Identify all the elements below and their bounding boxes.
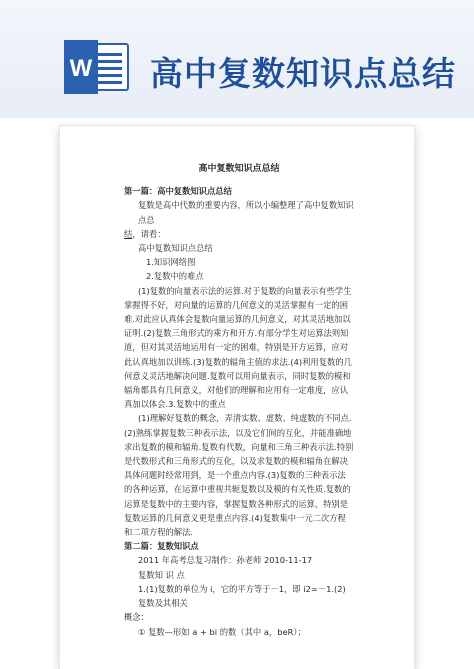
knowledge-points-title: 复数知 识 点 <box>138 569 185 580</box>
kp-line-1: 1.(1)复数的单位为 i，它的平方等于－1，即 i2=－1.(2)复数及其相关 <box>138 583 346 609</box>
word-logo-letter: W <box>69 55 93 82</box>
meta-line: 2011 年高考总复习制作：孙老师 2010-11-17 <box>138 555 313 566</box>
section1-heading: 第一篇：高中复数知识点总结 <box>124 186 232 197</box>
intro-line1: 复数是高中代数的重要内容，所以小编整理了高中复数知识点总 <box>138 200 354 225</box>
paragraph-difficulties: (1)复数的向量表示法的运算.对于复数的向量表示有些学生掌握得不好，对向量的运算的几何意义的灵活掌握有一定的困难.对此应认真体会复数向量运算的几何意义，对其灵活地加以证明.(2)复数三角形式的乘方和开方.有部分学生对运算法则知道，但对其灵活地运用有一定的困难，特别是开方运算，应对此认真地加以训练.(3)复数的辐角主值的求法.(4)利用复数的几何意义灵活地解决问题.复数可以用向量表示，同时复数的模和辐角都具有几何意义，对他们的理解和应用有一定难度，应认真加以体会.3.复数中的重点 <box>124 285 352 410</box>
intro-line2-rest: ，请看： <box>132 228 166 239</box>
outline-item-2: 2.复数中的难点 <box>146 271 204 282</box>
kp-line-2: 概念： <box>124 612 149 623</box>
outline-item-1: 1.知识网络图 <box>146 257 196 268</box>
outline-title: 高中复数知识点总结 <box>138 243 213 254</box>
document-page <box>60 126 414 669</box>
section2-heading: 第二篇：复数知识点 <box>124 541 199 552</box>
word-document-icon <box>64 40 130 94</box>
intro-line2-linked-word: 结 <box>124 228 133 239</box>
kp-line-3: ① 复数—形如 a + bi 的数（其中 a，beR）； <box>138 626 306 637</box>
document-body <box>124 162 354 639</box>
paragraph-key-points: (1)理解好复数的概念，弄清实数、虚数、纯虚数的不同点.(2)熟练掌握复数三种表示法，以及它们间的互化，并能准确地求出复数的模和辐角.复数有代数，向量和三角三种表示法.特别是代数形式和三角形式的互化，以及求复数的模和辐角在解决具体问题时经常用到，是一个重点内容.(3)复数的三种表示法的各种运算，在运算中重视共轭复数以及模的有关性质.复数的运算是复数中的主要内容，掌握复数各种形式的运算，特别是复数运算的几何意义更是重点内容.(4)复数集中一元二次方程和二项方程的解法. <box>124 413 354 538</box>
banner-title: 高中复数知识点总结 <box>150 54 456 93</box>
intro-line2 <box>124 227 354 241</box>
document-title: 高中复数知识点总结 <box>198 164 280 174</box>
banner <box>0 0 474 118</box>
